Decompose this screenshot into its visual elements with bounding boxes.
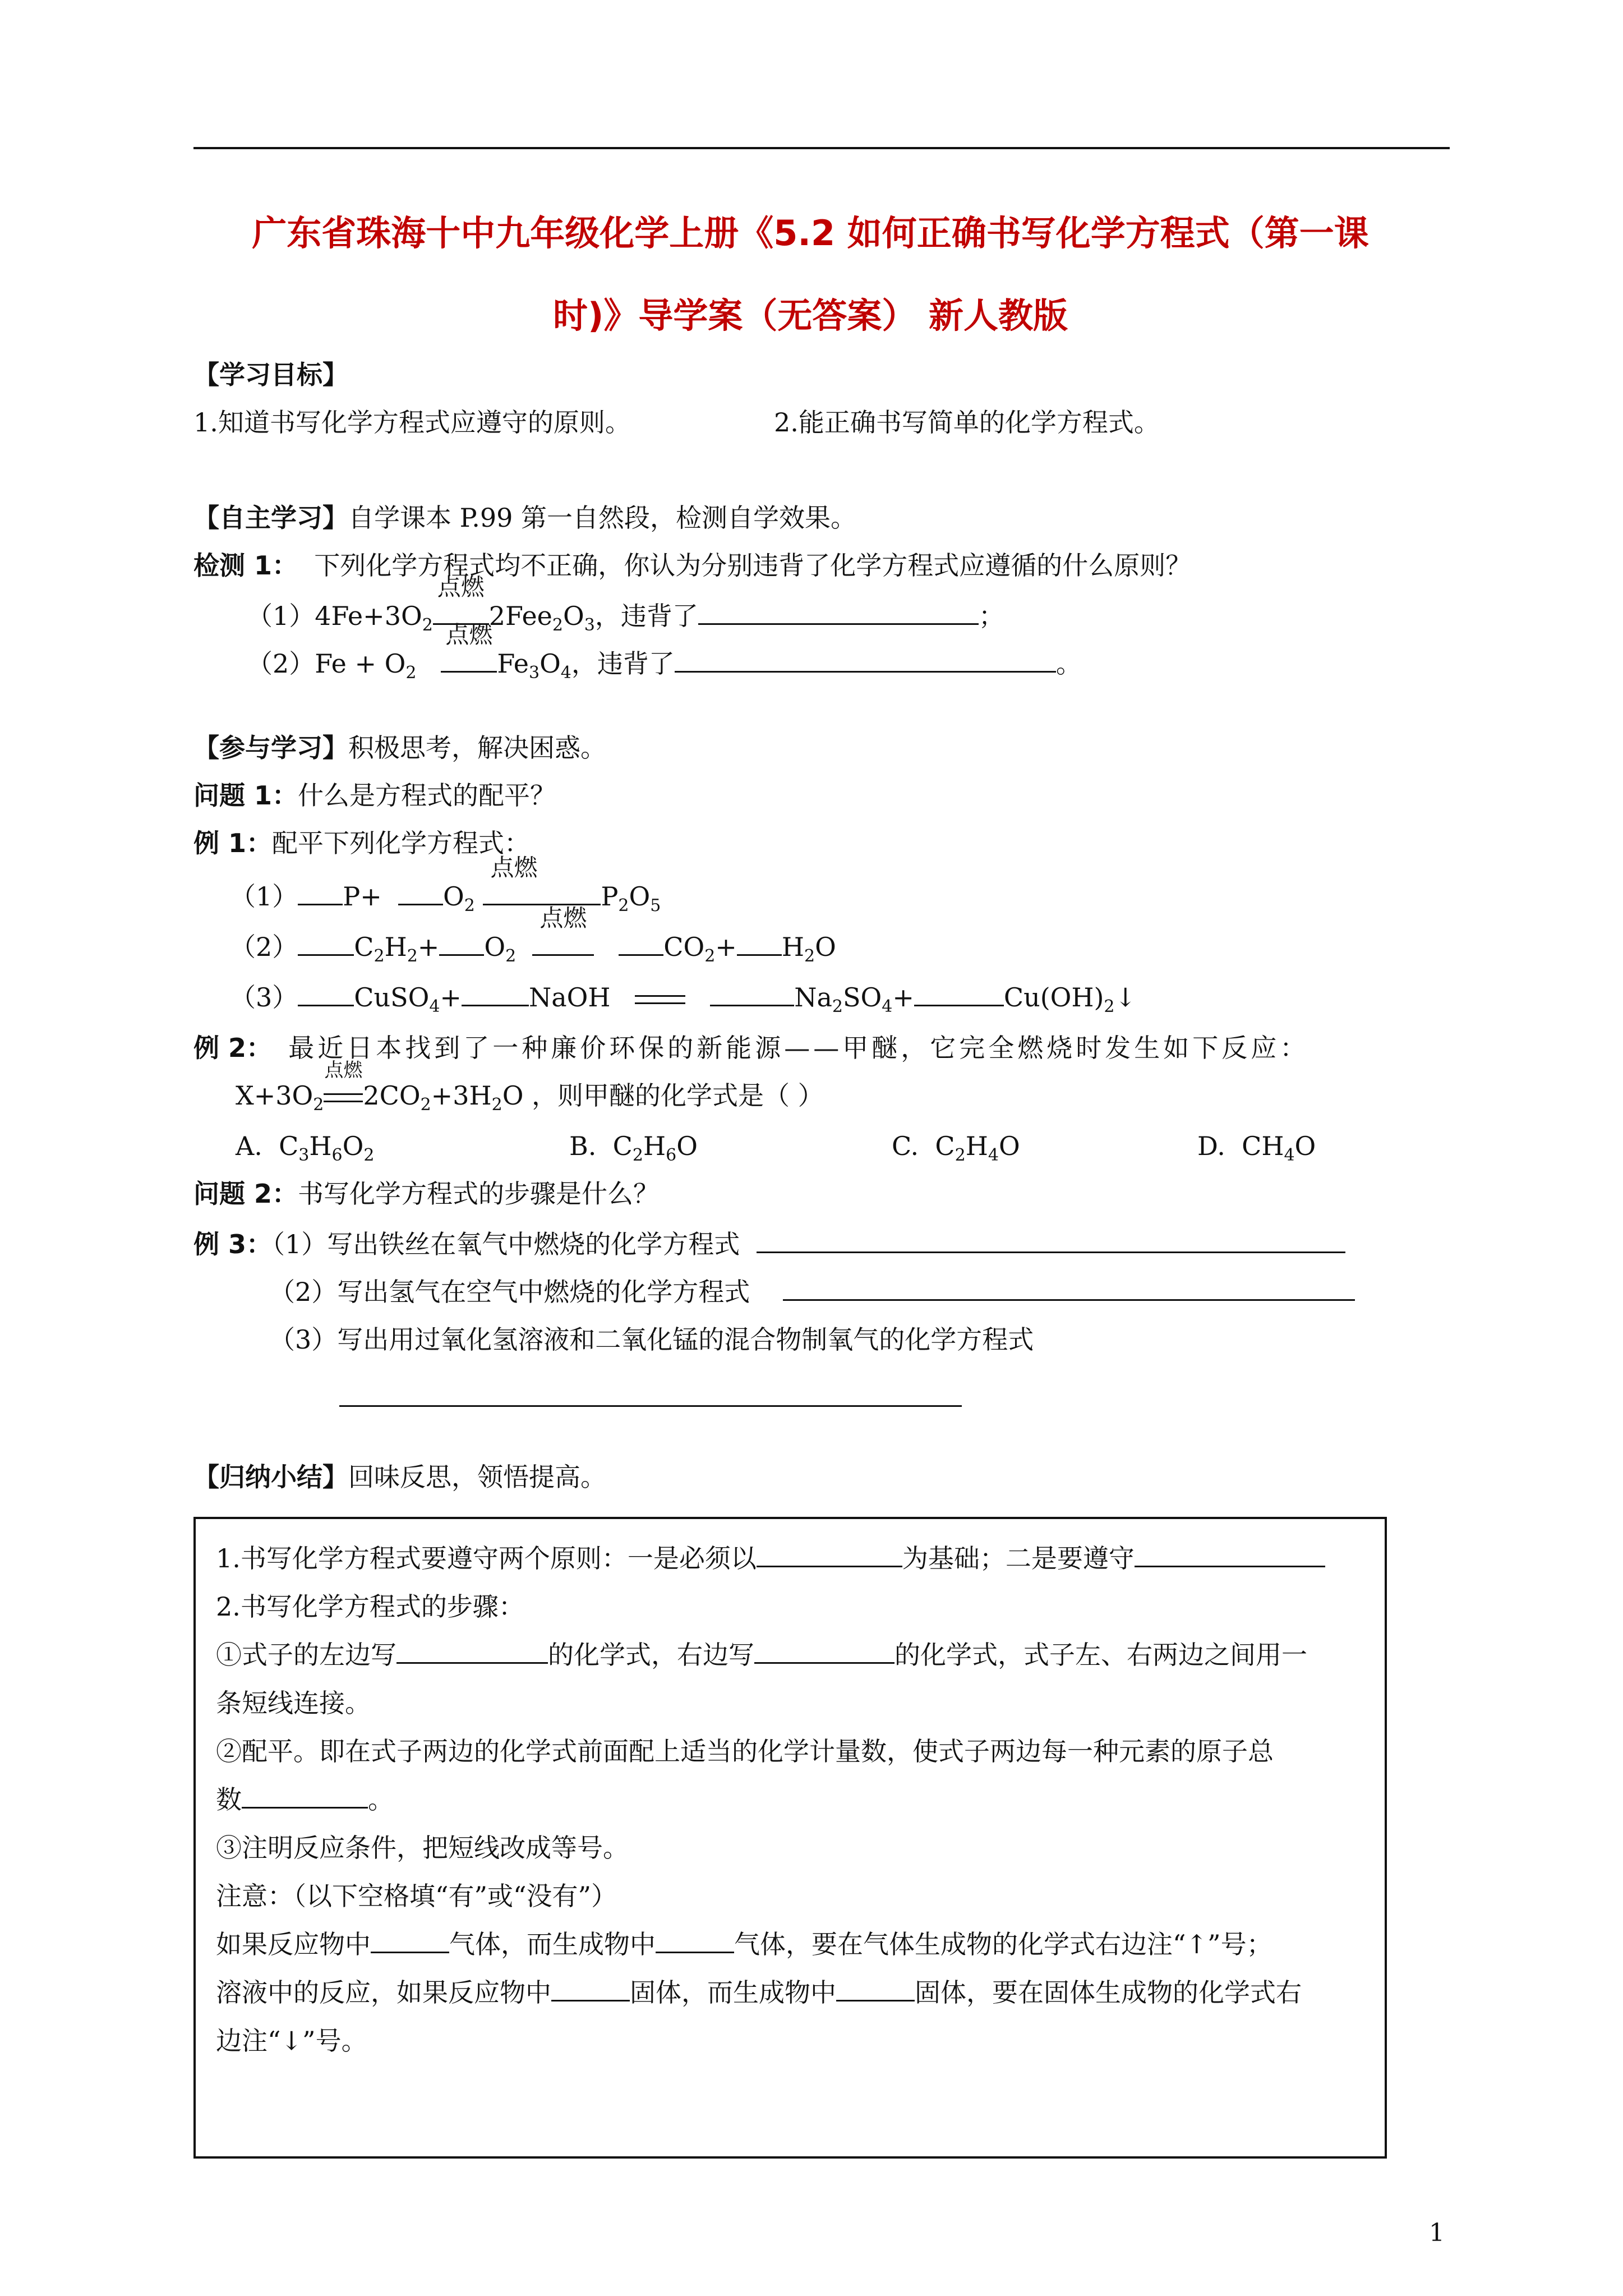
participate-line (193, 732, 606, 763)
summary-line-3 (216, 1639, 1307, 1671)
summary-10b: 固体，而生成物中 (630, 1977, 836, 2008)
goals-heading: 【学习目标】 (193, 360, 348, 390)
example-3-label: 例 3： (193, 1229, 273, 1259)
summary-blank-4[interactable] (754, 1641, 895, 1664)
example-2 (193, 1032, 1450, 1064)
summary-blank-5[interactable] (242, 1786, 368, 1809)
q1-reactants: （1）4Fe+3O (247, 601, 422, 631)
summary-3a: ①式子的左边写 (216, 1640, 396, 1670)
equals-sign (635, 995, 685, 1004)
summary-line (193, 1461, 606, 1493)
summary-6a: 数 (216, 1784, 242, 1815)
ex2-condition-text: 点燃 (324, 1059, 363, 1082)
ex3-blank-3[interactable] (339, 1405, 962, 1407)
self-study-line (193, 502, 856, 533)
example-3-text-3: （3）写出用过氧化氢溶液和二氧化锰的混合物制氧气的化学方程式 (269, 1324, 1034, 1355)
summary-blank-7[interactable] (656, 1930, 734, 1953)
summary-3c: 的化学式，式子左、右两边之间用一 (895, 1640, 1307, 1670)
example-2-label: 例 2： (193, 1033, 273, 1063)
summary-9c: 气体，要在气体生成物的化学式右边注“↑”号； (734, 1929, 1272, 1959)
q1-suffix: ，违背了 (594, 601, 698, 631)
summary-blank-9[interactable] (836, 1978, 915, 2001)
summary-heading: 【归纳小结】 (193, 1462, 348, 1492)
self-study-heading: 【自主学习】 (193, 503, 348, 533)
q2-reactants: （2）Fe + O (247, 648, 406, 679)
summary-blank-3[interactable] (396, 1641, 548, 1664)
q2-condition-text: 点燃 (445, 621, 493, 648)
summary-6b: 。 (368, 1784, 394, 1815)
option-c[interactable]: C. $C_2H_4O$ (892, 1131, 1020, 1166)
eq1-blank-2[interactable] (398, 882, 443, 905)
eq3-blank-2[interactable] (462, 983, 529, 1006)
summary-line-9 (216, 1929, 1272, 1960)
eq2-condition (532, 904, 594, 963)
q1-product: 2Fe (488, 601, 537, 631)
eq1-blank-1[interactable] (298, 882, 343, 905)
summary-line-8: 注意：（以下空格填“有”或“没有”） (216, 1881, 617, 1911)
summary-3b: 的化学式，右边写 (548, 1640, 754, 1670)
q1-condition-text: 点燃 (437, 573, 485, 601)
eq1-blank-3[interactable] (545, 882, 601, 905)
q2-answer-blank[interactable] (675, 650, 1056, 673)
eq2-blank-1[interactable] (298, 933, 354, 956)
summary-10c: 固体，要在固体生成物的化学式右 (915, 1977, 1302, 2008)
option-a[interactable]: A. $C_3H_6O_2$ (236, 1131, 375, 1166)
participate-text: 积极思考，解决困惑。 (348, 733, 606, 763)
header-rule (193, 147, 1450, 149)
example-1 (193, 827, 530, 859)
eq3-blank-4[interactable] (914, 983, 1004, 1006)
eq2-blank-4[interactable] (737, 933, 782, 956)
summary-line-10 (216, 1977, 1302, 2008)
summary-line-11: 边注“↓”号。 (216, 2026, 367, 2056)
equation-3: （3） CuSO$_4$+ NaOH $Na_2SO_4+$ $Cu(OH)_2↓$ (230, 982, 1137, 1017)
check-line (193, 550, 1191, 581)
eq2-blank-3[interactable] (619, 933, 663, 956)
summary-1a: 1.书写化学方程式要遵守两个原则：一是必须以 (216, 1543, 757, 1573)
question-1-text: 什么是方程式的配平？ (298, 780, 556, 811)
summary-line-4: 条短线连接。 (216, 1688, 371, 1718)
summary-blank-6[interactable] (371, 1930, 449, 1953)
summary-line-2: 2.书写化学方程式的步骤： (216, 1591, 524, 1622)
example-2-text: 最近日本找到了一种廉价环保的新能源——甲醚，它完全燃烧时发生如下反应： (288, 1033, 1310, 1063)
q2-product: Fe (497, 648, 529, 679)
option-b[interactable]: B. $C_2H_6O$ (569, 1131, 698, 1166)
summary-9b: 气体，而生成物中 (449, 1929, 656, 1959)
example-3-item-1 (193, 1228, 1345, 1260)
summary-line-7: ③注明反应条件，把短线改成等号。 (216, 1833, 629, 1863)
option-d[interactable]: D. $CH_4O$ (1197, 1131, 1316, 1166)
check-q2: $(2)Fe + O_2$ 点燃 $Fe_3O_4$，违背了 。 (247, 621, 1082, 683)
example-3-text-1: （1）写出铁丝在氧气中燃烧的化学方程式 (272, 1229, 740, 1259)
q2-condition (441, 621, 497, 679)
example-2-equation: $X+3O_2$ 点燃 $2CO_2+3H_2O$ ，则甲醚的化学式是（ ） (236, 1059, 824, 1115)
goal-item-1: 1.知道书写化学方程式应遵守的原则。 (193, 407, 631, 438)
summary-1b: 为基础；二是要遵守 (902, 1543, 1135, 1573)
question-1-label: 问题 1： (193, 780, 298, 811)
equation-1: （1） $P+ O_2$ 点燃 $P_2O_5$ (230, 854, 661, 916)
eq2-condition-text: 点燃 (540, 904, 587, 932)
equation-2-prefix: （2） (230, 932, 298, 962)
summary-line-1 (216, 1543, 1325, 1574)
check-text: 下列化学方程式均不正确，你认为分别违背了化学方程式应遵循的什么原则？ (314, 550, 1192, 581)
example-3-item-2 (269, 1276, 1355, 1308)
eq1-condition (483, 854, 545, 912)
example-2-tail: ，则甲醚的化学式是（ ） (532, 1080, 824, 1111)
question-2-text: 书写化学方程式的步骤是什么？ (298, 1179, 660, 1209)
q2-suffix: ，违背了 (571, 648, 675, 679)
question-2 (193, 1178, 659, 1209)
example-1-text: 配平下列化学方程式： (272, 828, 531, 858)
equation-1-prefix: （1） (230, 881, 298, 912)
participate-heading: 【参与学习】 (193, 733, 348, 763)
equation-3-prefix: （3） (230, 982, 298, 1013)
page-number: 1 (1429, 2219, 1445, 2247)
example-1-label: 例 1： (193, 828, 273, 858)
example-3-text-2: （2）写出氢气在空气中燃烧的化学方程式 (269, 1277, 750, 1307)
summary-blank-2[interactable] (1135, 1544, 1325, 1567)
ex3-blank-2[interactable] (783, 1278, 1355, 1301)
ex3-blank-1[interactable] (757, 1230, 1345, 1253)
q1-end: ； (978, 601, 1004, 631)
example-2-options (236, 1130, 1357, 1164)
summary-line-6 (216, 1784, 394, 1815)
check-label: 检测 1： (193, 550, 298, 581)
equation-2: （2） $C_2H_2+ O_2$ 点燃 $CO_2+ H_2O$ (230, 904, 836, 967)
eq1-condition-text: 点燃 (490, 854, 538, 881)
page-title-line1: 广东省珠海十中九年级化学上册《5.2 如何正确书写化学方程式（第一课 (252, 213, 1369, 254)
page-title-line2: 时)》导学案（无答案） 新人教版 (553, 295, 1068, 336)
summary-9a: 如果反应物中 (216, 1929, 371, 1959)
summary-10a: 溶液中的反应，如果反应物中 (216, 1977, 551, 2008)
check-q1: $(1)4Fe+3O_2$ 点燃 $2Fee_2O_3$，违背了 ； (247, 573, 1004, 636)
q2-end: 。 (1055, 648, 1082, 679)
eq3-blank-3[interactable] (710, 983, 794, 1006)
ex2-condition (324, 1059, 363, 1111)
eq3-blank-1[interactable] (298, 983, 354, 1006)
summary-line-5: ②配平。即在式子两边的化学式前面配上适当的化学计量数，使式子两边每一种元素的原子总 (216, 1736, 1274, 1766)
goal-item-2: 2.能正确书写简单的化学方程式。 (774, 407, 1160, 438)
eq2-blank-2[interactable] (439, 933, 484, 956)
summary-text: 回味反思，领悟提高。 (348, 1462, 606, 1492)
question-2-label: 问题 2： (193, 1179, 298, 1209)
question-1 (193, 780, 556, 811)
self-study-text: 自学课本 P.99 第一自然段，检测自学效果。 (348, 503, 857, 533)
summary-blank-1[interactable] (757, 1544, 902, 1567)
q1-answer-blank[interactable] (698, 602, 979, 625)
example-3-item-3 (269, 1324, 1034, 1355)
summary-blank-8[interactable] (551, 1978, 630, 2001)
